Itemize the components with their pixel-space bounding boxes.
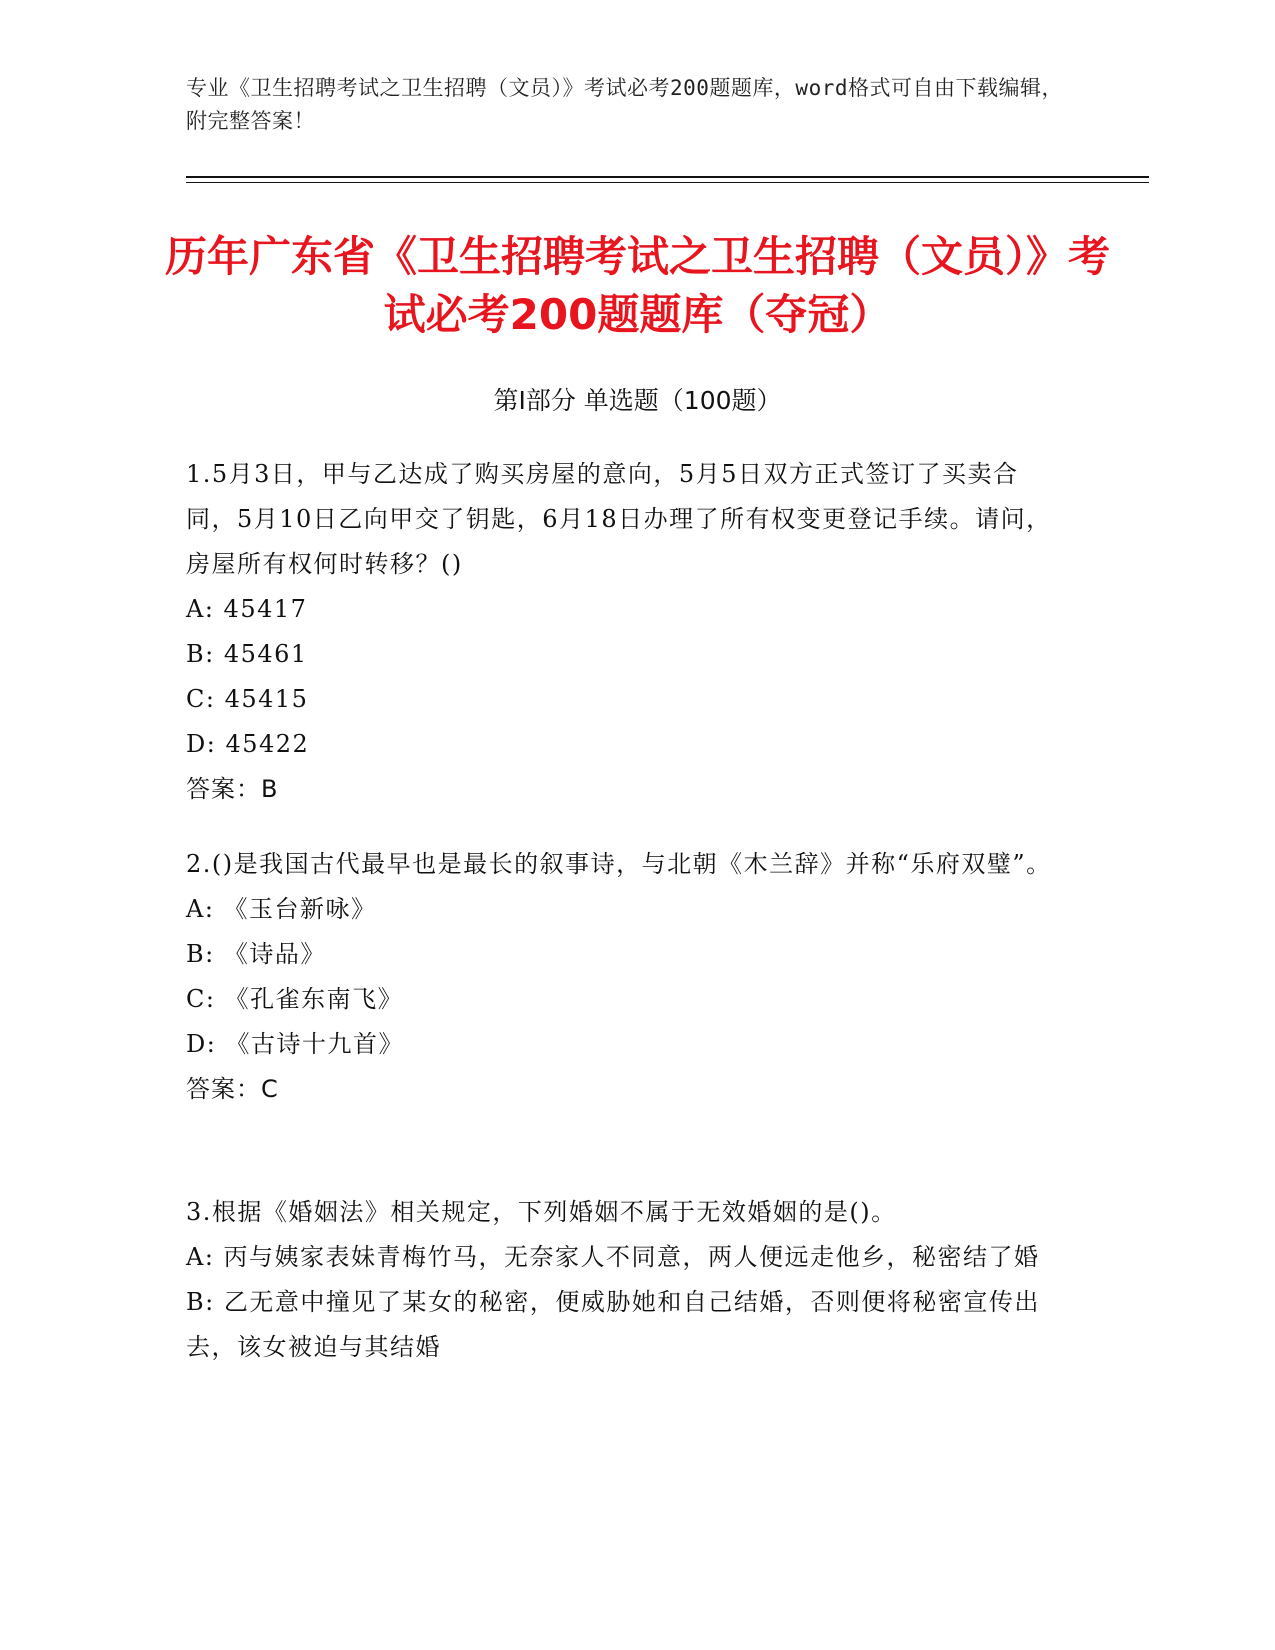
question-stem: 1.5月3日，甲与乙达成了购买房屋的意向，5月5日双方正式签订了买卖合同，5月10日乙向甲交了钥匙，6月18日办理了所有权变更登记手续。请问，房屋所有权何时转移？() [186,460,1052,578]
question-stem: 2.()是我国古代最早也是最长的叙事诗，与北朝《木兰辞》并称“乐府双璧”。 [186,850,1052,878]
option-a: A: 丙与姨家表妹青梅竹马，无奈家人不同意，两人便远走他乡，秘密结了婚 [186,1243,1040,1271]
question-2 [186,842,1066,1112]
option-a: A: 《玉台新咏》 [186,895,377,923]
option-b: B: 45461 [186,640,308,668]
answer-label: 答案：B [186,775,279,803]
option-d: D: 45422 [186,730,310,758]
answer-label: 答案：C [186,1075,279,1103]
option-d: D: 《古诗十九首》 [186,1030,404,1058]
option-a: A: 45417 [186,595,308,623]
option-b: B: 乙无意中撞见了某女的秘密，便威胁她和自己结婚，否则便将秘密宣传出去，该女被迫与其结婚 [186,1288,1040,1361]
option-c: C: 45415 [186,685,309,713]
option-c: C: 《孔雀东南飞》 [186,985,404,1013]
header-divider-thick [186,176,1149,178]
header-note: 专业《卫生招聘考试之卫生招聘（文员）》考试必考200题题库，word格式可自由下载编辑，附完整答案！ [186,76,1063,133]
option-b: B: 《诗品》 [186,940,326,968]
question-1 [186,452,1066,812]
section-title: 第I部分 单选题（100题） [493,386,782,415]
document-title: 历年广东省《卫生招聘考试之卫生招聘（文员）》考试必考200题题库（夺冠） [164,232,1110,339]
question-stem: 3.根据《婚姻法》相关规定，下列婚姻不属于无效婚姻的是()。 [186,1198,897,1226]
header-divider-thin [186,182,1149,183]
question-3 [186,1190,1066,1370]
